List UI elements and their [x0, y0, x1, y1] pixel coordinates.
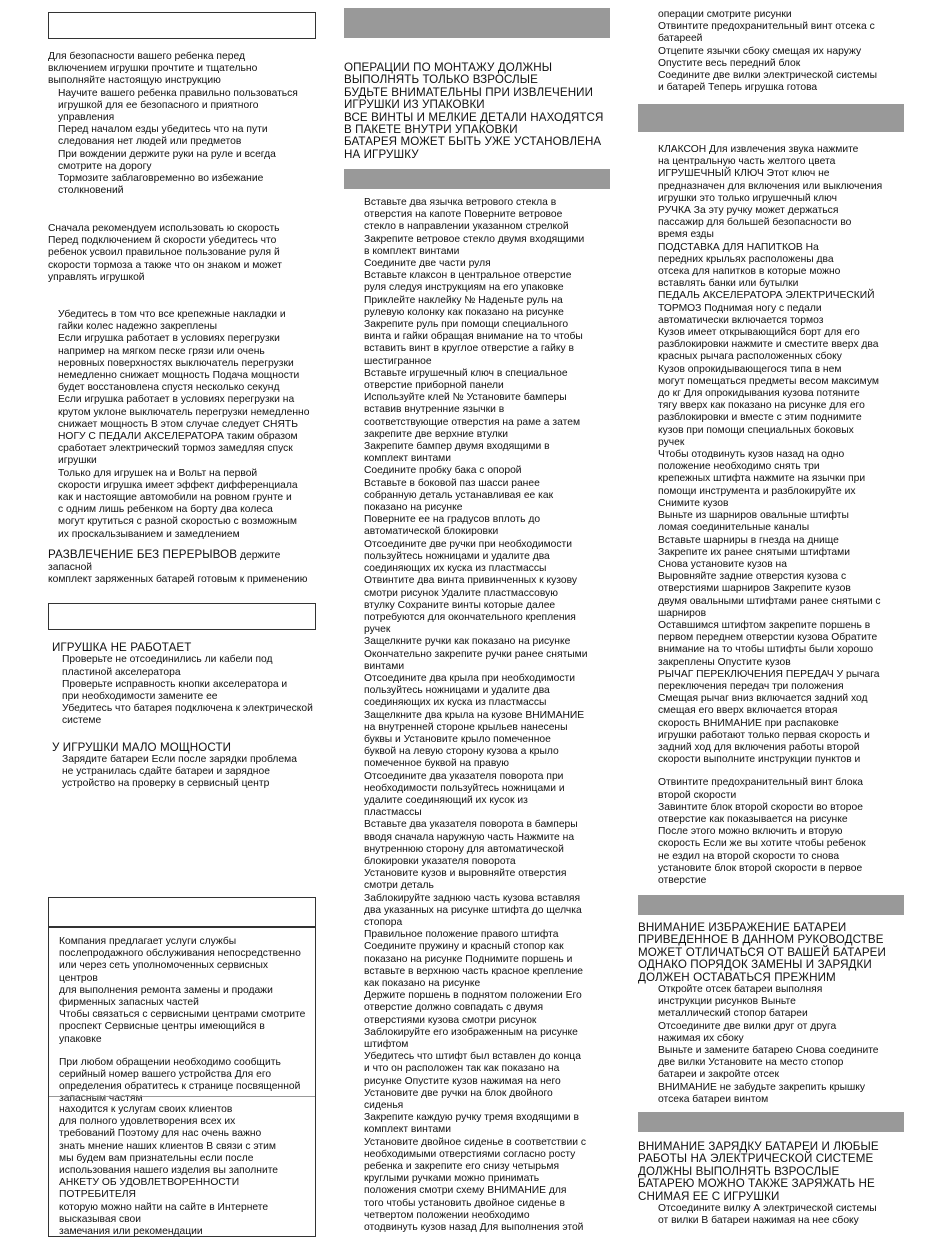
list-item: шестигранное	[364, 355, 432, 367]
list-item: ручек	[364, 624, 391, 636]
list-item: соединяющих их куска из пластмассы	[364, 697, 547, 709]
text-line: АНКЕТУ ОБ УДОВЛЕТВОРЕННОСТИ ПОТРЕБИТЕЛЯ	[59, 1177, 240, 1201]
warning-line: БАТАРЕЮ МОЖНО ТАКЖЕ ЗАРЯЖАТЬ НЕ	[638, 1177, 875, 1191]
list-item: смотри рисунок Удалите пластмассовую	[364, 587, 558, 599]
list-item: Поверните ее на градусов вплоть до	[364, 514, 541, 526]
list-item: снижает мощность В этом случае следует СНЯТЬ	[58, 418, 298, 430]
list-item: положение необходимо снять три	[658, 461, 820, 473]
warning-line: ДОЛЖНЫ ВЫПОЛНЯТЬ ВЗРОСЛЫЕ	[638, 1164, 840, 1178]
text-line: для выполнения ремонта замены и продажи	[59, 984, 273, 996]
list-item: Отвинтите предохранительный винт блока	[658, 777, 864, 789]
list-item: необходимыми отверстиями согласно росту	[364, 1148, 576, 1160]
list-item: Отсоедините две ручки при необходимости	[364, 538, 573, 550]
list-item: игрушки работают только первая скорость и	[658, 729, 870, 741]
service-divider	[49, 1096, 315, 1097]
list-item: буквы и Установите крыло помеченное	[364, 733, 551, 745]
list-item: при необходимости замените ее	[62, 691, 218, 703]
warning-line: ВНИМАНИЕ ЗАРЯДКУ БАТАРЕИ И ЛЮБЫЕ	[638, 1140, 879, 1153]
list-item: и что он расположен так как показано на	[364, 1063, 560, 1075]
list-item: их проскальзыванием и замедлением	[58, 528, 240, 540]
list-item: Отсоедините две вилки друг от друга	[658, 1020, 837, 1032]
list-item: втулку Сохраните винты которые далее	[364, 599, 556, 611]
fun-line1: держите запасной	[48, 550, 281, 574]
list-item: Чтобы отодвинуть кузов назад на одно	[658, 449, 845, 461]
list-item: Завинтите блок второй скорости во второе	[658, 801, 863, 813]
list-item: Правильное положение правого штифта	[364, 929, 559, 941]
list-item: показано на рисунке	[364, 502, 463, 514]
list-item: После этого можно включить и вторую	[658, 826, 843, 838]
list-item: комплект винтами	[364, 1124, 452, 1136]
list-item: вставив внутренние язычки в	[364, 404, 505, 416]
list-item: Отвинтите предохранительный винт отсека с	[658, 21, 875, 33]
list-item: соединяющих их куска из пластмассы	[364, 563, 547, 575]
list-item: ручек	[658, 436, 685, 448]
list-item: четвертом положении необходимо	[364, 1209, 530, 1221]
list-item: Выровняйте задние отверстия кузова с	[658, 571, 847, 583]
list-item: вставьте в верхнюю часть красное крепление	[364, 965, 583, 977]
list-item: крутом уклоне выключатель перегрузки немедленно	[58, 406, 310, 418]
list-item: тягу вверх как показано на рисунке для его	[658, 400, 865, 412]
list-item: пользуйтесь ножницами и удалите два	[364, 685, 550, 697]
list-item: помеченное буквой на правую	[364, 758, 509, 770]
list-item: РЫЧАГ ПЕРЕКЛЮЧЕНИЯ ПЕРЕДАЧ У рычага	[658, 668, 880, 680]
text-line: включением игрушки прочтите и тщательно	[48, 63, 258, 75]
warning-line: БУДЬТЕ ВНИМАТЕЛЬНЫ ПРИ ИЗВЛЕЧЕНИИ	[344, 85, 594, 99]
list-item: с одним лишь ребенком на борту два колеса	[58, 504, 273, 516]
list-item: Зарядите батареи Если после зарядки проблема	[62, 754, 297, 766]
list-item: винтами	[364, 660, 405, 672]
list-item: Отвинтите два винта привинченных к кузову	[364, 575, 578, 587]
list-item: показано на рисунке Поднимите поршень и	[364, 953, 573, 965]
warning-line: РАБОТЫ НА ЭЛЕКТРИЧЕСКОЙ СИСТЕМЕ	[638, 1152, 874, 1166]
list-item: сиденья	[364, 1100, 404, 1112]
assembly-warning	[344, 62, 614, 161]
list-item: Окончательно закрепите ручки ранее снятыми	[364, 648, 588, 660]
list-item: РУЧКА За эту ручку может держаться	[658, 205, 839, 217]
trouble2-title: У ИГРУШКИ МАЛО МОЩНОСТИ	[52, 740, 232, 754]
list-item: неровных поверхностях выключатель перегрузки	[58, 357, 294, 369]
list-item: до кг Для опрокидывания кузова потяните	[658, 388, 860, 400]
list-item: Соедините пружину и красный стопор как	[364, 941, 564, 953]
list-item: шарниров	[658, 607, 707, 619]
list-item: разблокировки и вместе с этим поднимите	[658, 412, 862, 424]
list-item: Только для игрушек на и Вольт на первой	[58, 467, 258, 479]
text-line: Компания предлагает услуги службы	[59, 936, 237, 947]
list-item: как и настоящие автомобили на ровном грунте и	[58, 492, 292, 504]
list-item: Отсоедините вилку А электрической системы	[658, 1203, 877, 1215]
list-item: вводя сначала наружную часть Нажмите на	[364, 831, 575, 843]
list-item: Закрепите руль при помощи специального	[364, 319, 569, 331]
list-item: устройство на проверку в сервисный центр	[62, 778, 270, 790]
service-text	[59, 936, 309, 1106]
warning-line: ОДНАКО ПОРЯДОК ЗАМЕНЫ И ЗАРЯДКИ	[638, 958, 872, 972]
section-header-service	[48, 897, 316, 927]
text-line: знать мнение наших клиентов В связи с этим	[59, 1140, 276, 1152]
list-item: могут крутиться с разной скоростью с возможным	[58, 516, 297, 528]
section-header-troubleshooting	[48, 603, 316, 630]
list-item: двумя овальными штифтами ранее снятыми с	[658, 595, 881, 607]
text-line: Перед подключением й скорости убедитесь что	[48, 235, 277, 247]
list-item: Закрепите бампер двумя входящими в	[364, 441, 550, 453]
list-item: внутреннюю сторону для автоматической	[364, 843, 564, 855]
list-item: Проверьте не отсоединились ли кабели под	[62, 654, 273, 666]
list-item: стекло в направлении указанном стрелкой	[364, 221, 569, 233]
text-line: При любом обращении необходимо сообщить	[59, 1056, 281, 1068]
list-item: Перед началом езды убедитесь что на пути	[58, 124, 268, 136]
list-item: Закрепите каждую ручку тремя входящими в	[364, 1112, 579, 1124]
list-item: автоматически включается тормоз	[658, 314, 824, 326]
list-item: ВНИМАНИЕ не забудьте закрепить крышку	[658, 1081, 866, 1093]
list-item: Кузов опрокидывающегося типа в нем	[658, 363, 842, 375]
list-item: КЛАКСОН Для извлечения звука нажмите	[658, 144, 859, 155]
list-item: Откройте отсек батареи выполняя	[658, 984, 823, 996]
first-use-section	[48, 223, 316, 284]
list-item: будет восстановлена спустя несколько секунд	[58, 382, 280, 394]
list-item: батареей	[658, 33, 703, 45]
list-item: внимание на то чтобы штифты были хорошо	[658, 644, 874, 656]
list-item: крепежных штифта нажмите на язычки при	[658, 473, 866, 485]
list-item: Вставьте в боковой паз шасси ранее	[364, 477, 540, 489]
list-item: отверстиями кузова смотри рисунок	[364, 1014, 537, 1026]
list-item: отверстия на капоте Поверните ветровое	[364, 209, 563, 221]
list-item: вставить винт в круглое отверстие а гайку в	[364, 343, 574, 355]
warning-line: НА ИГРУШКУ	[344, 147, 419, 161]
list-item: Используйте клей № Установите бамперы	[364, 392, 567, 404]
list-item: ломая соединительные каналы	[658, 522, 810, 534]
text-line: Сначала рекомендуем использовать ю скорость	[48, 223, 280, 234]
list-item: вставлять банки или бутылки	[658, 278, 799, 290]
troubleshooting-section	[52, 642, 318, 791]
list-item: Убедитесь что штифт был вставлен до конца	[364, 1051, 581, 1063]
list-item: пользуйтесь ножницами и удалите два	[364, 550, 550, 562]
list-item: Смещая рычаг вниз включается задний ход	[658, 693, 868, 705]
list-item: буквой на левую сторону кузова а крыло	[364, 746, 559, 758]
service-frame	[48, 927, 316, 1237]
list-item: игрушки	[58, 455, 97, 467]
list-item: управления	[58, 112, 115, 124]
text-line: скорости тормоза а также что он знаком и может	[48, 259, 282, 271]
list-item: автоматической блокировки	[364, 526, 499, 538]
warning-line: ОПЕРАЦИИ ПО МОНТАЖУ ДОЛЖНЫ	[344, 61, 553, 74]
list-item: два указанных на рисунке штифта до щелчка	[364, 904, 582, 916]
assembly-continued	[658, 9, 908, 94]
section-header-charging	[638, 1112, 904, 1132]
list-item: Отсоедините два крыла при необходимости	[364, 672, 575, 684]
list-item: Убедитесь что батарея подключена к электрической	[62, 703, 313, 715]
section-header-battery	[638, 895, 904, 915]
list-item: Проверьте исправность кнопки акселератора и	[62, 678, 288, 690]
warning-line: СНИМАЯ ЕЕ С ИГРУШКИ	[638, 1189, 780, 1203]
list-item: кузов при помощи специальных боковых	[658, 424, 854, 436]
list-item: отверстие приборной панели	[364, 380, 504, 392]
list-item: помощи инструмента и разблокируйте их	[658, 485, 856, 497]
list-item: игрушкой для ее безопасного и приятного	[58, 99, 259, 111]
section-header-assembly-steps	[344, 169, 610, 189]
list-item: металлический стопор батареи	[658, 1008, 808, 1020]
list-item: ребенка и закрепите его снизу четырьмя	[364, 1161, 560, 1173]
text-line: выполняйте настоящую инструкцию	[48, 75, 221, 87]
text-line: высказывая свои	[59, 1213, 141, 1225]
list-item: Соедините пробку бака с опорой	[364, 465, 522, 477]
list-item: удалите соединяющий их кусок из	[364, 794, 528, 806]
list-item: в комплект винтами	[364, 245, 460, 257]
list-item: отверстие должно совпадать с двумя	[364, 1002, 544, 1014]
list-item: потребуются для окончательного крепления	[364, 611, 576, 623]
list-item: соответствующие отверстия на раме а затем	[364, 416, 581, 428]
fun-line2: комплект заряженных батарей готовым к применению	[48, 574, 308, 586]
warning-line: ДОЛЖЕН ОСТАВАТЬСЯ ПРЕЖНИМ	[638, 970, 836, 984]
list-item: Научите вашего ребенка правильно пользоваться	[58, 87, 298, 99]
list-item: разблокировки нажмите и сместите вверх два	[658, 339, 879, 351]
list-item: отверстие	[658, 874, 707, 886]
list-item: пассажир для большей безопасности во	[658, 217, 852, 229]
section-header-safety	[48, 12, 316, 39]
list-item: Закрепите ветровое стекло двумя входящими	[364, 233, 585, 245]
list-item: не ездил на второй скорости то снова	[658, 850, 840, 862]
list-item: смотри деталь	[364, 880, 434, 892]
warning-line: ВНИМАНИЕ ИЗБРАЖЕНИЕ БАТАРЕИ	[638, 921, 847, 934]
list-item: Выньте из шарниров овальные штифты	[658, 510, 849, 522]
list-item: смотрите на дорогу	[58, 160, 152, 172]
list-item: винта и гайки обращая внимание на то чтобы	[364, 331, 583, 343]
list-item: ИГРУШЕЧНЫЙ КЛЮЧ Этот ключ не	[658, 168, 830, 180]
list-item: скорости игрушка имеет эффект дифференциала	[58, 479, 298, 491]
list-item: операции смотрите рисунки	[658, 9, 792, 20]
list-item: инструкции рисунков Выньте	[658, 996, 796, 1008]
list-item: положения смотри схему ВНИМАНИЕ для	[364, 1185, 567, 1197]
list-item: время езды	[658, 229, 714, 241]
list-item: Тормозите заблаговременно во избежание	[58, 173, 264, 185]
list-item: Отсоедините два указателя поворота при	[364, 770, 564, 782]
text-line: проспект Сервисные центры имеющийся в	[59, 1021, 265, 1033]
list-item: Если игрушка работает в условиях перегрузки на	[58, 394, 295, 406]
list-item: НОГУ С ПЕДАЛИ АКСЕЛЕРАТОРА таким образом	[58, 431, 298, 443]
controls-section	[658, 144, 908, 887]
text-line: Чтобы связаться с сервисными центрами смотрите	[59, 1009, 306, 1021]
list-item: Установите кузов и выровняйте отверстия	[364, 868, 567, 880]
list-item: закреплены Опустите кузов	[658, 656, 791, 668]
assembly-steps	[364, 197, 614, 1234]
list-item: пластиной акселератора	[62, 666, 181, 678]
list-item: скорость ВНИМАНИЕ при распаковке	[658, 717, 839, 729]
trouble1-title: ИГРУШКА НЕ РАБОТАЕТ	[52, 641, 192, 654]
list-item: Отцепите язычки сбоку смещая их наружу	[658, 45, 862, 57]
list-item: игрушки это только игрушечный ключ	[658, 192, 838, 204]
list-item: собранную деталь устанавливая ее как	[364, 489, 554, 501]
list-item: Убедитесь в том что все крепежные накладки и	[58, 309, 286, 320]
checks-section	[48, 309, 316, 541]
fun-section	[48, 549, 318, 587]
fun-heading: РАЗВЛЕЧЕНИЕ БЕЗ ПЕРЕРЫВОВ	[48, 548, 238, 561]
list-item: нажимая их сбоку	[658, 1032, 744, 1044]
list-item: Установите двойное сиденье в соответствии с	[364, 1136, 586, 1148]
text-line: серийный номер вашего устройства Для его	[59, 1069, 272, 1081]
list-item: две вилки Установите на место стопор	[658, 1057, 844, 1069]
list-item: и батарей Теперь игрушка готова	[658, 82, 818, 94]
list-item: рисунке Опустите кузов нажимая на него	[364, 1075, 561, 1087]
list-item: Оставшимся штифтом закрепите поршень в	[658, 619, 871, 631]
list-item: скорость Если же вы хотите чтобы ребенок	[658, 838, 866, 850]
text-line: для полного удовлетворения всех их	[59, 1116, 236, 1128]
warning-line: ВСЕ ВИНТЫ И МЕЛКИЕ ДЕТАЛИ НАХОДЯТСЯ	[344, 110, 604, 124]
list-item: Соедините две части руля	[364, 258, 491, 270]
text-line: Для безопасности вашего ребенка перед	[48, 51, 245, 62]
text-line: управлять игрушкой	[48, 271, 145, 283]
list-item: Вставьте два указателя поворота в бамперы	[364, 819, 578, 831]
warning-line: ВЫПОЛНЯТЬ ТОЛЬКО ВЗРОСЛЫЕ	[344, 73, 538, 87]
text-line: запасным частям	[59, 1093, 143, 1105]
list-item: Защелкните два крыла на кузове ВНИМАНИЕ	[364, 709, 585, 721]
warning-line: МОЖЕТ ОТЛИЧАТЬСЯ ОТ ВАШЕЙ БАТАРЕИ	[638, 945, 886, 959]
list-item: того чтобы установить двойное сиденье в	[364, 1197, 565, 1209]
section-header-assembly	[344, 8, 610, 38]
text-line: послепродажного обслуживания непосредственно	[59, 948, 301, 960]
list-item: Вставьте шарниры в гнезда на днище	[658, 534, 839, 546]
text-line: или через сеть уполномоченных сервисных центров	[59, 960, 269, 984]
list-item: системе	[62, 715, 102, 727]
list-item: блокировки указателя поворота	[364, 855, 516, 867]
warning-line: БАТАРЕЯ МОЖЕТ БЫТЬ УЖЕ УСТАНОВЛЕНА	[344, 135, 602, 149]
list-item: на центральную часть желтого цвета	[658, 156, 836, 168]
list-item: могут помещаться предметы весом максимум	[658, 375, 879, 387]
charging-section	[638, 1141, 908, 1227]
warning-line: ИГРУШКИ ИЗ УПАКОВКИ	[344, 98, 485, 112]
list-item: батареи и закройте отсек	[658, 1069, 779, 1081]
list-item: столкновений	[58, 185, 124, 197]
warning-line: ПРИВЕДЕННОЕ В ДАННОМ РУКОВОДСТВЕ	[638, 933, 884, 947]
list-item: не устранилась сдайте батареи и зарядное	[62, 766, 270, 778]
text-line: фирменных запасных частей	[59, 997, 199, 1009]
list-item: красных рычага расположенных сбоку	[658, 351, 842, 363]
text-line: ребенок усвоил правильное пользование руля й	[48, 247, 280, 259]
list-item: гайки колес надежно закреплены	[58, 321, 217, 333]
feedback-text	[59, 1104, 309, 1238]
section-header-controls	[638, 104, 904, 132]
list-item: Если игрушка работает в условиях перегрузки	[58, 333, 280, 345]
list-item: Кузов имеет открывающийся борт для его	[658, 327, 860, 339]
list-item: сработает электрический тормоз замедляя спуск	[58, 443, 293, 455]
list-item: скорости выполните инструкции пунктов и	[658, 754, 861, 766]
list-item: Закрепите их ранее снятыми штифтами	[658, 546, 850, 558]
text-line: определения обратитесь к странице посвященной	[59, 1081, 301, 1093]
list-item: круглыми ручками можно принимать	[364, 1173, 540, 1185]
list-item: При вождении держите руки на руле и всегда	[58, 148, 276, 160]
list-item: задний ход для включения работы второй	[658, 741, 860, 753]
list-item: переключения передач три положения	[658, 680, 844, 692]
text-line: мы будем вам признательны если после	[59, 1152, 254, 1164]
list-item: предназначен для включения или выключения	[658, 180, 883, 192]
list-item: от вилки В батареи нажимая на нее сбоку	[658, 1215, 859, 1227]
list-item: Приклейте наклейку № Наденьте руль на	[364, 294, 563, 306]
text-line: замечания или рекомендации	[59, 1226, 203, 1238]
list-item: руля следуя инструкциям на его упаковке	[364, 282, 564, 294]
list-item: отсека батареи винтом	[658, 1093, 769, 1105]
list-item: необходимости пользуйтесь ножницами и	[364, 782, 565, 794]
list-item: отверстиями шарниров Закрепите кузов	[658, 583, 851, 595]
list-item: Вставьте два язычка ветрового стекла в	[364, 197, 557, 208]
list-item: Выньте и замените батарею Снова соедините	[658, 1045, 879, 1057]
list-item: отодвинуть кузов назад Для выполнения этой	[364, 1222, 584, 1234]
list-item: отверстие как показывается на рисунке	[658, 813, 848, 825]
list-item: Заблокируйте его изображенным на рисунке	[364, 1026, 578, 1038]
text-line: требований Поэтому для нас очень важно	[59, 1128, 262, 1140]
battery-section	[638, 922, 908, 1106]
safety-section	[48, 51, 316, 197]
list-item: установите блок второй скорости в первое	[658, 862, 863, 874]
list-item: Вставьте игрушечный ключ в специальное	[364, 367, 568, 379]
text-line: использования нашего изделия вы заполните	[59, 1165, 279, 1177]
warning-line: В ПАКЕТЕ ВНУТРИ УПАКОВКИ	[344, 123, 518, 137]
list-item: Защелкните ручки как показано на рисунке	[364, 636, 571, 648]
list-item: Снова установите кузов на	[658, 558, 787, 570]
list-item: Опустите весь передний блок	[658, 57, 801, 69]
list-item: ПЕДАЛЬ АКСЕЛЕРАТОРА ЭЛЕКТРИЧЕСКИЙ	[658, 290, 875, 302]
list-item: рулевую колонку как показано на рисунке	[364, 306, 564, 318]
list-item: Вставьте клаксон в центральное отверстие	[364, 270, 572, 282]
text-line: находится к услугам своих клиентов	[59, 1104, 233, 1115]
list-item: Установите две ручки на блок двойного	[364, 1087, 553, 1099]
list-item: второй скорости	[658, 789, 737, 801]
list-item: пластмассы	[364, 807, 422, 819]
list-item: первом переднем отверстии кузова Обратите	[658, 632, 878, 644]
list-item: отсека для напитков в которые можно	[658, 266, 841, 278]
list-item: Соедините две вилки электрической системы	[658, 70, 877, 82]
list-item: ТОРМОЗ Поднимая ногу с педали	[658, 302, 822, 314]
list-item: комплект винтами	[364, 453, 452, 465]
list-item: передних крыльях расположены два	[658, 253, 834, 265]
list-item: Держите поршень в поднятом положении Его	[364, 990, 582, 1002]
list-item: ПОДСТАВКА ДЛЯ НАПИТКОВ На	[658, 241, 819, 253]
list-item: как показано на рисунке	[364, 978, 481, 989]
list-item: закрепите две верхние втулки	[364, 428, 509, 440]
list-item: например на мягком песке грязи или очень	[58, 345, 265, 357]
list-item: смещая его вверх включается вторая	[658, 705, 838, 717]
list-item: следования нет людей или предметов	[58, 136, 242, 148]
list-item: Снимите кузов	[658, 497, 729, 509]
text-line: которую можно найти на сайте в Интернете	[59, 1201, 269, 1213]
list-item: на внутренней стороне крыльев нанесены	[364, 721, 568, 733]
list-item: стопора	[364, 916, 403, 928]
text-line: упаковке	[59, 1033, 102, 1045]
list-item: немедленно снижает мощность Подача мощности	[58, 370, 300, 382]
list-item: Заблокируйте заднюю часть кузова вставляя	[364, 892, 581, 904]
list-item: штифтом	[364, 1039, 409, 1051]
